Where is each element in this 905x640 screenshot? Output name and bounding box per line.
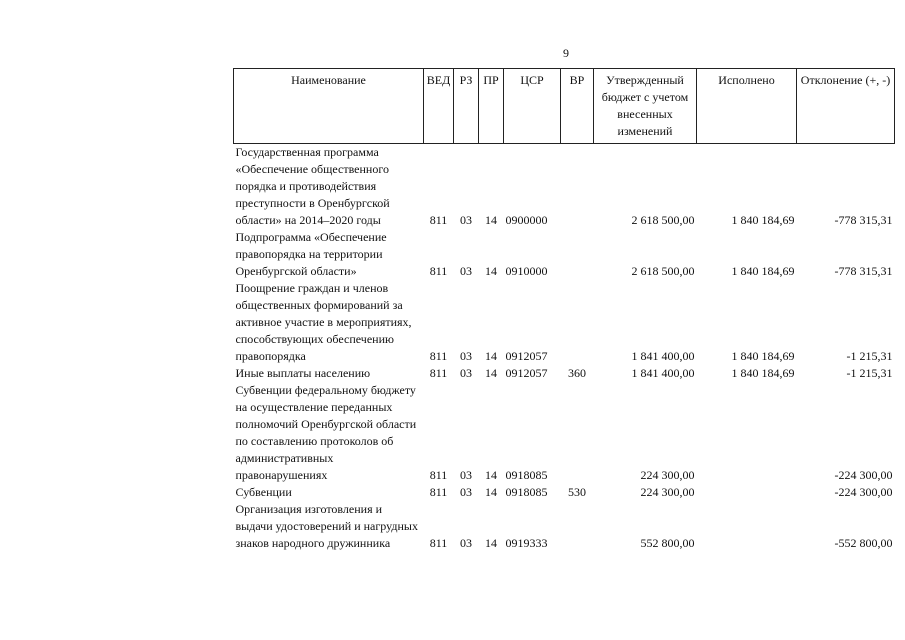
row-approved: 224 300,00 — [640, 485, 695, 499]
header-pr: ПР — [479, 69, 504, 144]
header-executed: Исполнено — [697, 69, 797, 144]
table-row — [234, 501, 895, 552]
row-pr: 14 — [485, 366, 497, 380]
row-vr: 530 — [568, 485, 586, 499]
row-approved: 1 841 400,00 — [631, 349, 695, 363]
header-deviation: Отклонение (+, -) — [797, 69, 895, 144]
row-vr — [561, 280, 594, 365]
row-deviation: -224 300,00 — [834, 468, 893, 482]
header-rz: РЗ — [454, 69, 479, 144]
header-name: Наименование — [234, 69, 424, 144]
row-vr — [561, 144, 594, 230]
table-row — [234, 144, 895, 230]
row-pr: 14 — [485, 536, 497, 550]
row-csr: 0900000 — [505, 213, 548, 227]
row-rz: 03 — [460, 213, 472, 227]
row-vr — [561, 382, 594, 484]
row-name: Организация изготовления и выдачи удостоверений и нагрудных знаков народного дружинника — [235, 502, 418, 550]
row-pr: 14 — [485, 485, 497, 499]
row-deviation: -778 315,31 — [834, 264, 893, 278]
row-ved: 811 — [429, 349, 448, 363]
row-csr: 0910000 — [505, 264, 548, 278]
row-csr: 0918085 — [505, 485, 548, 499]
row-executed: 1 840 184,69 — [731, 264, 795, 278]
row-executed — [697, 382, 797, 484]
row-deviation: -552 800,00 — [834, 536, 893, 550]
header-approved-budget: Утвержденный бюджет с учетом внесенных изменений — [594, 69, 697, 144]
row-csr: 0918085 — [505, 468, 548, 482]
row-deviation: -1 215,31 — [846, 349, 893, 363]
table-row — [234, 365, 895, 382]
row-deviation: -224 300,00 — [834, 485, 893, 499]
row-deviation: -1 215,31 — [846, 366, 893, 380]
row-csr: 0912057 — [505, 366, 548, 380]
row-pr: 14 — [485, 213, 497, 227]
budget-execution-table — [233, 68, 895, 552]
page-number: 9 — [563, 46, 569, 60]
header-ved: ВЕД — [424, 69, 454, 144]
row-name: Государственная программа «Обеспечение общественного порядка и противодействия преступности в Оренбургской области» на 2014–2020 годы — [235, 145, 390, 227]
row-deviation: -778 315,31 — [834, 213, 893, 227]
row-executed — [697, 484, 797, 501]
row-name: Поощрение граждан и членов общественных формирований за активное участие в мероприятиях, способствующих обеспечению правопорядка — [235, 281, 412, 363]
table-header-row — [234, 69, 895, 144]
table-row — [234, 229, 895, 280]
row-pr: 14 — [485, 468, 497, 482]
row-rz: 03 — [460, 468, 472, 482]
row-rz: 03 — [460, 366, 472, 380]
row-csr: 0919333 — [505, 536, 548, 550]
row-pr: 14 — [485, 349, 497, 363]
header-vr: ВР — [561, 69, 594, 144]
row-name: Иные выплаты населению — [235, 366, 371, 380]
row-executed — [697, 501, 797, 552]
row-vr — [561, 229, 594, 280]
row-rz: 03 — [460, 536, 472, 550]
row-executed: 1 840 184,69 — [731, 213, 795, 227]
row-name: Подпрограмма «Обеспечение правопорядка на территории Оренбургской области» — [235, 230, 387, 278]
table-row — [234, 382, 895, 484]
row-approved: 1 841 400,00 — [631, 366, 695, 380]
row-rz: 03 — [460, 264, 472, 278]
row-rz: 03 — [460, 485, 472, 499]
row-vr — [561, 501, 594, 552]
row-executed: 1 840 184,69 — [731, 349, 795, 363]
row-executed: 1 840 184,69 — [731, 366, 795, 380]
table-row — [234, 484, 895, 501]
row-approved: 552 800,00 — [640, 536, 695, 550]
row-rz: 03 — [460, 349, 472, 363]
table-row — [234, 280, 895, 365]
row-ved: 811 — [429, 366, 448, 380]
row-ved: 811 — [429, 485, 448, 499]
row-ved: 811 — [429, 264, 448, 278]
row-ved: 811 — [429, 213, 448, 227]
row-ved: 811 — [429, 536, 448, 550]
row-approved: 224 300,00 — [640, 468, 695, 482]
header-csr: ЦСР — [504, 69, 561, 144]
row-pr: 14 — [485, 264, 497, 278]
row-name: Субвенции — [235, 485, 292, 499]
row-approved: 2 618 500,00 — [631, 264, 695, 278]
row-csr: 0912057 — [505, 349, 548, 363]
row-name: Субвенции федеральному бюджету на осуществление переданных полномочий Оренбургской области по составлению протоколов об административных правонарушениях — [235, 383, 417, 482]
row-ved: 811 — [429, 468, 448, 482]
row-vr: 360 — [568, 366, 586, 380]
row-approved: 2 618 500,00 — [631, 213, 695, 227]
